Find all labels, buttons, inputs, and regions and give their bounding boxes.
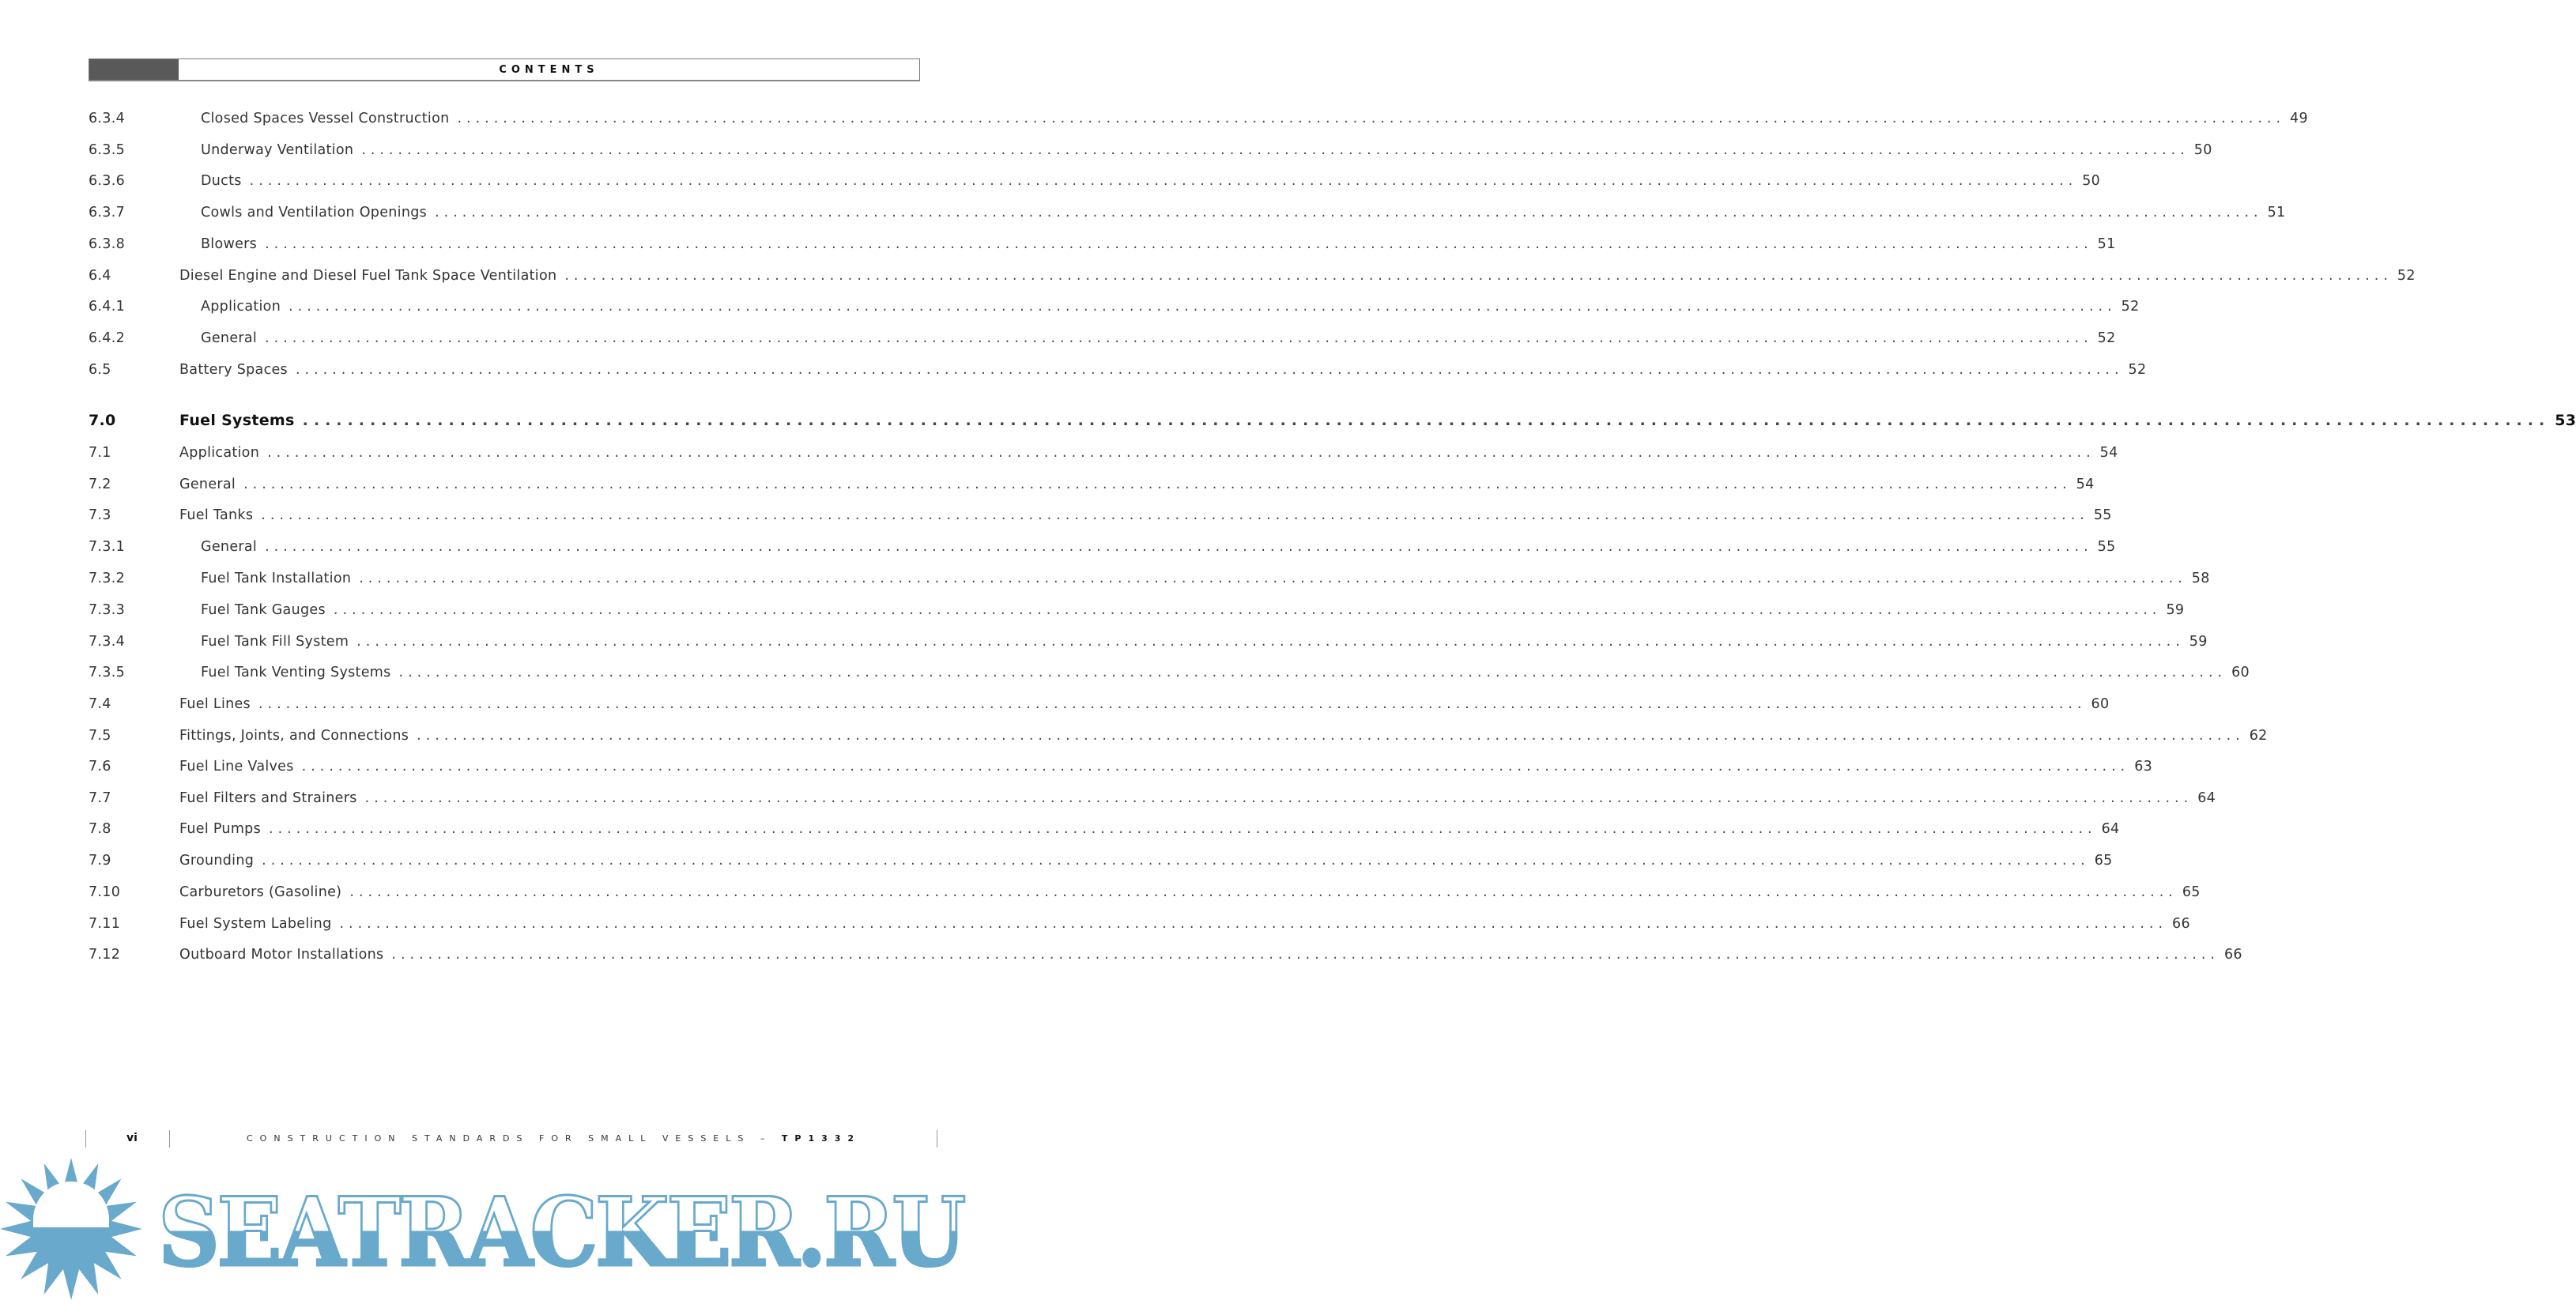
toc-entry-page: 66 <box>2172 916 2190 932</box>
toc-entry-number: 7.3.1 <box>89 539 126 555</box>
toc-entry-title: Grounding <box>179 853 255 869</box>
header-block <box>89 59 179 80</box>
toc-entry-number: 6.4.1 <box>89 299 126 315</box>
sun-logo-icon <box>0 1158 142 1300</box>
toc-entry-number: 7.5 <box>89 728 111 744</box>
toc-leader-dots: ........................................................................................................................................................................................................ <box>301 759 2130 774</box>
toc-leader-dots: ........................................................................................................................................................................................................ <box>258 696 2087 712</box>
toc-entry[interactable] <box>89 111 2308 130</box>
toc-entry-page: 54 <box>2076 477 2095 492</box>
toc-entry-number: 7.3.4 <box>89 634 126 650</box>
toc-leader-dots: ........................................................................................................................................................................................................ <box>417 728 2245 744</box>
toc-entry-title: Fittings, Joints, and Connections <box>179 728 409 744</box>
toc-entry-page: 52 <box>2097 330 2116 346</box>
toc-entry-page: 58 <box>2191 571 2210 586</box>
toc-entry-number: 6.3.5 <box>89 142 126 158</box>
toc-entry[interactable] <box>89 571 2210 590</box>
toc-entry[interactable] <box>89 665 2250 684</box>
toc-entry-page: 64 <box>2197 790 2216 806</box>
toc-entry-number: 7.2 <box>89 477 111 492</box>
toc-entry-number: 7.3 <box>89 507 111 523</box>
toc-entry-page: 60 <box>2231 665 2250 680</box>
toc-entry-title: Underway Ventilation <box>201 142 354 158</box>
toc-entry-number: 7.4 <box>89 696 111 712</box>
toc-entry[interactable] <box>89 759 2153 778</box>
footer-page-number: vi <box>126 1132 138 1144</box>
toc-entry[interactable] <box>89 142 2212 161</box>
toc-entry-page: 55 <box>2097 539 2116 555</box>
toc-entry-page: 66 <box>2223 947 2242 963</box>
toc-entry-title: Fuel Tank Fill System <box>201 634 349 650</box>
toc-entry[interactable] <box>89 634 2208 653</box>
toc-entry-title: Fuel Tank Gauges <box>201 602 326 618</box>
toc-leader-dots: ........................................................................................................................................................................................................ <box>349 884 2178 900</box>
toc-entry-page: 52 <box>2121 299 2140 315</box>
toc-leader-dots: ........................................................................................................................................................................................................ <box>339 916 2168 932</box>
toc-entry-page: 59 <box>2166 602 2185 618</box>
toc-entry-page: 49 <box>2290 111 2308 126</box>
toc-leader-dots: ........................................................................................................................................................................................................ <box>333 602 2162 618</box>
toc-leader-dots: ........................................................................................................................................................................................................ <box>262 853 2090 869</box>
toc-entry-title: Ducts <box>201 173 242 189</box>
toc-entry-title: Blowers <box>201 236 258 252</box>
toc-entry-title: Outboard Motor Installations <box>179 947 384 963</box>
toc-leader-dots: ........................................................................................................................................................................................................ <box>249 173 2078 189</box>
header-title: CONTENTS <box>499 64 599 76</box>
toc-entry-number: 7.1 <box>89 445 111 461</box>
toc-entry[interactable] <box>89 884 2201 903</box>
toc-leader-dots: ........................................................................................................................................................................................................ <box>267 445 2095 461</box>
toc-entry-page: 65 <box>2094 853 2113 869</box>
toc-entry[interactable] <box>89 412 2576 431</box>
toc-entry-title: Fuel Pumps <box>179 821 262 837</box>
toc-leader-dots: ........................................................................................................................................................................................................ <box>364 790 2193 806</box>
toc-entry-title: Fuel System Labeling <box>179 916 332 932</box>
toc-entry-title: Closed Spaces Vessel Construction <box>201 111 450 126</box>
toc-leader-dots: ........................................................................................................................................................................................................ <box>356 634 2185 650</box>
toc-entry-number: 7.3.3 <box>89 602 126 618</box>
toc-leader-dots: ........................................................................................................................................................................................................ <box>564 268 2393 284</box>
toc-entry-number: 6.3.8 <box>89 236 126 252</box>
toc-entry-number: 6.5 <box>89 362 111 378</box>
toc-entry-page: 52 <box>2128 362 2147 378</box>
toc-leader-dots: ........................................................................................................................................................................................................ <box>261 507 2089 523</box>
toc-entry[interactable] <box>89 790 2216 809</box>
toc-leader-dots: ........................................................................................................................................................................................................ <box>302 412 2551 429</box>
toc-entry-title: Application <box>179 445 260 461</box>
toc-leader-dots: ........................................................................................................................................................................................................ <box>269 821 2097 837</box>
toc-entry-number: 7.6 <box>89 759 111 774</box>
toc-leader-dots: ........................................................................................................................................................................................................ <box>457 111 2286 126</box>
toc-leader-dots: ........................................................................................................................................................................................................ <box>359 571 2187 586</box>
toc-entry-title: Fuel Tank Installation <box>201 571 352 586</box>
toc-entry-page: 51 <box>2097 236 2116 252</box>
toc-entry-title: Application <box>201 299 281 315</box>
toc-entry-number: 6.4.2 <box>89 330 126 346</box>
toc-entry-title: Carburetors (Gasoline) <box>179 884 342 900</box>
toc-leader-dots: ........................................................................................................................................................................................................ <box>361 142 2189 158</box>
toc-entry-number: 7.3.5 <box>89 665 126 680</box>
section-header <box>89 58 920 81</box>
toc-entry-number: 7.12 <box>89 947 121 963</box>
toc-entry-page: 51 <box>2267 205 2286 220</box>
toc-entry-page: 60 <box>2091 696 2110 712</box>
toc-entry-title: General <box>201 539 258 555</box>
toc-entry[interactable] <box>89 539 2116 558</box>
toc-entry-number: 7.11 <box>89 916 121 932</box>
toc-entry-page: 55 <box>2093 507 2112 523</box>
toc-entry-number: 6.3.6 <box>89 173 126 189</box>
toc-entry-page: 50 <box>2193 142 2212 158</box>
toc-entry-title: Diesel Engine and Diesel Fuel Tank Space Ventilation <box>179 268 557 284</box>
toc-entry[interactable] <box>89 445 2118 464</box>
footer-doc-id: TP1332 <box>781 1133 862 1144</box>
toc-leader-dots: ........................................................................................................................................................................................................ <box>265 330 2093 346</box>
toc-entry-title: General <box>179 477 236 492</box>
toc-leader-dots: ........................................................................................................................................................................................................ <box>289 299 2117 315</box>
toc-entry-title: Fuel Systems <box>179 412 295 429</box>
toc-entry-number: 7.10 <box>89 884 121 900</box>
toc-entry-page: 63 <box>2134 759 2153 774</box>
toc-entry-title: Fuel Tanks <box>179 507 254 523</box>
toc-entry[interactable] <box>89 602 2185 621</box>
toc-entry[interactable] <box>89 477 2095 496</box>
footer-divider <box>85 1130 86 1148</box>
toc-entry[interactable] <box>89 853 2113 872</box>
footer-text: CONSTRUCTION STANDARDS FOR SMALL VESSELS – TP1332 <box>247 1133 862 1144</box>
toc-entry[interactable] <box>89 268 2416 287</box>
toc-entry-title: Fuel Lines <box>179 696 251 712</box>
toc-entry[interactable] <box>89 299 2140 318</box>
toc-entry-number: 7.3.2 <box>89 571 126 586</box>
toc-leader-dots: ........................................................................................................................................................................................................ <box>435 205 2263 220</box>
toc-entry-title: Battery Spaces <box>179 362 288 378</box>
toc-entry-title: Fuel Tank Venting Systems <box>201 665 391 680</box>
toc-entry-page: 62 <box>2249 728 2268 744</box>
toc-entry[interactable] <box>89 173 2101 192</box>
toc-entry-page: 52 <box>2397 268 2416 284</box>
toc-entry-page: 50 <box>2082 173 2101 189</box>
toc-entry-number: 7.9 <box>89 853 111 869</box>
toc-entry[interactable] <box>89 696 2110 715</box>
toc-entry-title: General <box>201 330 258 346</box>
toc-entry[interactable] <box>89 728 2268 747</box>
toc-leader-dots: ........................................................................................................................................................................................................ <box>265 236 2093 252</box>
toc-entry-page: 64 <box>2101 821 2120 837</box>
toc-entry[interactable] <box>89 236 2116 255</box>
toc-entry-page: 54 <box>2099 445 2118 461</box>
toc-entry-number: 6.4 <box>89 268 111 284</box>
toc-entry-number: 7.7 <box>89 790 111 806</box>
toc-entry-number: 6.3.4 <box>89 111 126 126</box>
toc-entry[interactable] <box>89 362 2147 381</box>
toc-entry-title: Fuel Filters and Strainers <box>179 790 357 806</box>
toc-entry[interactable] <box>89 916 2190 935</box>
toc-entry-page: 53 <box>2555 412 2576 429</box>
toc-leader-dots: ........................................................................................................................................................................................................ <box>243 477 2072 492</box>
toc-entry[interactable] <box>89 507 2112 526</box>
toc-leader-dots: ........................................................................................................................................................................................................ <box>398 665 2227 680</box>
toc-entry[interactable] <box>89 821 2120 840</box>
toc-entry-page: 65 <box>2182 884 2201 900</box>
page-footer <box>89 1132 920 1148</box>
toc-entry-title: Cowls and Ventilation Openings <box>201 205 428 220</box>
toc-leader-dots: ........................................................................................................................................................................................................ <box>265 539 2093 555</box>
toc-leader-dots: ........................................................................................................................................................................................................ <box>391 947 2220 963</box>
toc-entry-number: 6.3.7 <box>89 205 126 220</box>
toc-entry-page: 59 <box>2189 634 2208 650</box>
toc-entry-number: 7.0 <box>89 412 116 429</box>
toc-entry-title: Fuel Line Valves <box>179 759 294 774</box>
watermark-text: SEATRACKER.RU <box>158 1177 964 1288</box>
toc-leader-dots: ........................................................................................................................................................................................................ <box>295 362 2124 378</box>
toc-entry[interactable] <box>89 330 2116 349</box>
toc-entry[interactable] <box>89 205 2286 224</box>
toc-entry[interactable] <box>89 947 2242 966</box>
toc-entry-number: 7.8 <box>89 821 111 837</box>
